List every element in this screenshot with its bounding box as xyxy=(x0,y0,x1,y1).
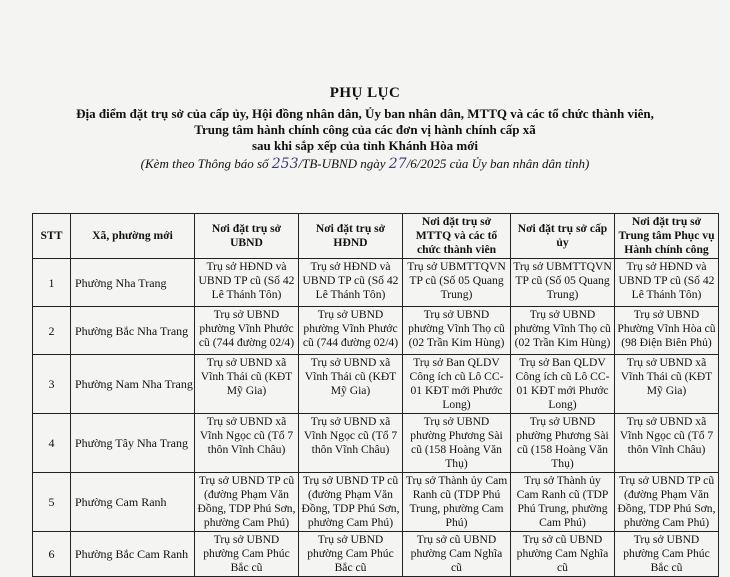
row-hcc: Trụ sở UBND xã Vĩnh Ngọc cũ (Tổ 7 thôn Vĩnh Châu) xyxy=(615,414,719,473)
row-hdnd: Trụ sở UBND xã Vĩnh Ngọc cũ (Tổ 7 thôn Vĩnh Châu) xyxy=(299,414,403,473)
note-suffix: /6/2025 của Ủy ban nhân dân tỉnh) xyxy=(406,156,590,171)
row-stt: 4 xyxy=(33,414,71,473)
header-ubnd: Nơi đặt trụ sở UBND xyxy=(195,214,299,259)
row-stt: 6 xyxy=(33,532,71,577)
subtitle-line-3: sau khi sắp xếp của tỉnh Khánh Hòa mới xyxy=(251,138,479,153)
row-ward-name: Phường Nha Trang xyxy=(71,259,195,307)
row-hdnd: Trụ sở UBND phường Vĩnh Phước cũ (744 đường 02/4) xyxy=(299,307,403,355)
row-mttq: Trụ sở UBND phường Phương Sài cũ (158 Hoàng Văn Thụ) xyxy=(403,414,511,473)
header-mttq: Nơi đặt trụ sở MTTQ và các tổ chức thành viên xyxy=(403,214,511,259)
row-mttq: Trụ sở Thành ủy Cam Ranh cũ (TDP Phú Trung, phường Cam Phú) xyxy=(403,473,511,532)
row-ubnd: Trụ sở UBND phường Cam Phúc Bắc cũ xyxy=(195,532,299,577)
handwritten-number: 253 xyxy=(271,156,299,172)
reference-note xyxy=(0,156,730,172)
note-prefix: (Kèm theo Thông báo số xyxy=(140,156,272,171)
table-header-row xyxy=(33,214,719,259)
row-stt: 3 xyxy=(33,355,71,414)
row-mttq: Trụ sở cũ UBND phường Cam Nghĩa cũ xyxy=(403,532,511,577)
note-mid: /TB-UBND ngày xyxy=(298,156,389,171)
row-hcc: Trụ sở UBND TP cũ (đường Phạm Văn Đồng, TDP Phú Sơn, phường Cam Phú) xyxy=(615,473,719,532)
row-ubnd: Trụ sở UBND TP cũ (đường Phạm Văn Đồng, TDP Phú Sơn, phường Cam Phú) xyxy=(195,473,299,532)
row-ward-name: Phường Tây Nha Trang xyxy=(71,414,195,473)
row-hcc: Trụ sở UBND xã Vĩnh Thái cũ (KĐT Mỹ Gia) xyxy=(615,355,719,414)
row-hcc: Trụ sở UBND phường Cam Phúc Bắc cũ xyxy=(615,532,719,577)
table-row xyxy=(33,532,719,577)
header-hcc: Nơi đặt trụ sở Trung tâm Phục vụ Hành chính công xyxy=(615,214,719,259)
row-cap-uy: Trụ sở UBND phường Vĩnh Thọ cũ (02 Trần Kim Hùng) xyxy=(511,307,615,355)
table-row xyxy=(33,259,719,307)
row-cap-uy: Trụ sở Ban QLDV Công ích cũ Lô CC-01 KĐT mới Phước Long) xyxy=(511,355,615,414)
row-ward-name: Phường Bắc Nha Trang xyxy=(71,307,195,355)
row-hcc: Trụ sở HĐND và UBND TP cũ (Số 42 Lê Thánh Tôn) xyxy=(615,259,719,307)
subtitle-line-1: Địa điểm đặt trụ sở của cấp ủy, Hội đồng nhân dân, Ủy ban nhân dân, MTTQ và các tổ chức thành viên, xyxy=(76,106,654,121)
row-hdnd: Trụ sở HĐND và UBND TP cũ (Số 42 Lê Thánh Tôn) xyxy=(299,259,403,307)
subtitle-line-2: Trung tâm hành chính công của các đơn vị hành chính cấp xã xyxy=(194,122,536,137)
row-mttq: Trụ sở Ban QLDV Công ích cũ Lô CC-01 KĐT mới Phước Long) xyxy=(403,355,511,414)
row-mttq: Trụ sở UBMTTQVN TP cũ (Số 05 Quang Trung) xyxy=(403,259,511,307)
row-ward-name: Phường Bắc Cam Ranh xyxy=(71,532,195,577)
row-stt: 1 xyxy=(33,259,71,307)
header-stt: STT xyxy=(33,214,71,259)
row-hdnd: Trụ sở UBND TP cũ (đường Phạm Văn Đồng, TDP Phú Sơn, phường Cam Phú) xyxy=(299,473,403,532)
row-ubnd: Trụ sở HĐND và UBND TP cũ (Số 42 Lê Thánh Tôn) xyxy=(195,259,299,307)
row-cap-uy: Trụ sở cũ UBND phường Cam Nghĩa cũ xyxy=(511,532,615,577)
appendix-title: PHỤ LỤC xyxy=(329,85,401,101)
row-cap-uy: Trụ sở Thành ủy Cam Ranh cũ (TDP Phú Trung, phường Cam Phú) xyxy=(511,473,615,532)
table-row xyxy=(33,414,719,473)
header-hdnd: Nơi đặt trụ sở HĐND xyxy=(299,214,403,259)
header-cap-uy: Nơi đặt trụ sở cấp ủy xyxy=(511,214,615,259)
row-ubnd: Trụ sở UBND phường Vĩnh Phước cũ (744 đường 02/4) xyxy=(195,307,299,355)
header-ward-name: Xã, phường mới xyxy=(71,214,195,259)
document-heading xyxy=(0,85,730,172)
row-ward-name: Phường Cam Ranh xyxy=(71,473,195,532)
table-row xyxy=(33,473,719,532)
appendix-subtitle xyxy=(0,106,730,154)
row-cap-uy: Trụ sở UBMTTQVN TP cũ (Số 05 Quang Trung) xyxy=(511,259,615,307)
row-mttq: Trụ sở UBND phường Vĩnh Thọ cũ (02 Trần Kim Hùng) xyxy=(403,307,511,355)
row-cap-uy: Trụ sở UBND phường Phương Sài cũ (158 Hoàng Văn Thụ) xyxy=(511,414,615,473)
row-ward-name: Phường Nam Nha Trang xyxy=(71,355,195,414)
row-ubnd: Trụ sở UBND xã Vĩnh Thái cũ (KĐT Mỹ Gia) xyxy=(195,355,299,414)
office-locations-table xyxy=(32,213,719,577)
row-stt: 5 xyxy=(33,473,71,532)
row-ubnd: Trụ sở UBND xã Vĩnh Ngọc cũ (Tổ 7 thôn Vĩnh Châu) xyxy=(195,414,299,473)
row-hcc: Trụ sở UBND Phường Vĩnh Hòa cũ (98 Điện Biên Phủ) xyxy=(615,307,719,355)
row-hdnd: Trụ sở UBND xã Vĩnh Thái cũ (KĐT Mỹ Gia) xyxy=(299,355,403,414)
table-row xyxy=(33,307,719,355)
handwritten-day: 27 xyxy=(388,156,407,172)
row-stt: 2 xyxy=(33,307,71,355)
table-row xyxy=(33,355,719,414)
row-hdnd: Trụ sở UBND phường Cam Phúc Bắc cũ xyxy=(299,532,403,577)
